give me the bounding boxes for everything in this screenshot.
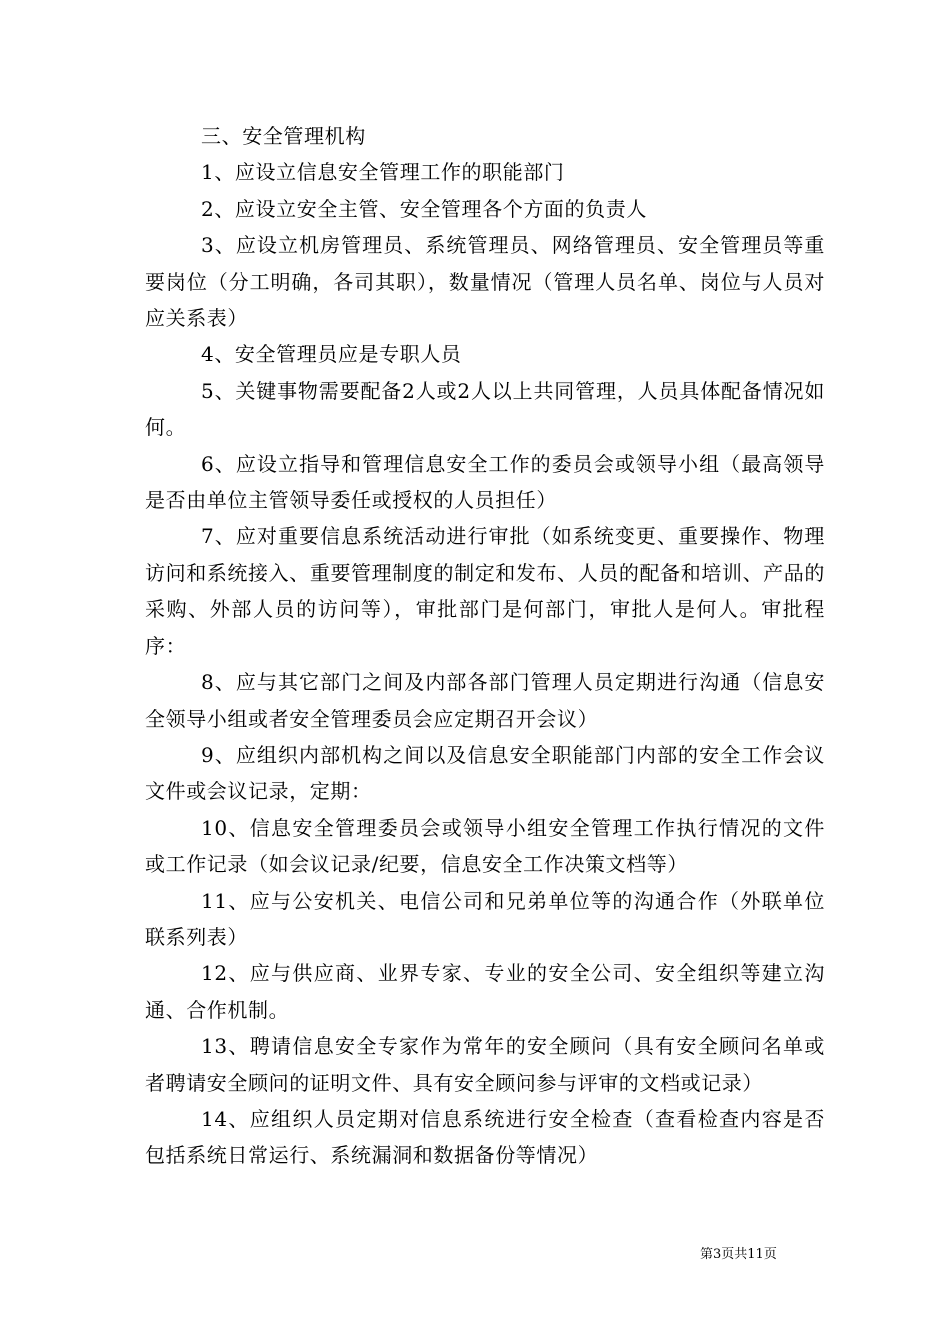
document-body: [145, 118, 825, 1174]
section-heading: 三、安全管理机构: [201, 124, 366, 148]
list-item: 10、信息安全管理委员会或领导小组安全管理工作执行情况的文件或工作记录（如会议记录/纪要，信息安全工作决策文档等）: [145, 815, 825, 877]
list-item: 4、安全管理员应是专职人员: [201, 342, 462, 367]
list-item: 14、应组织人员定期对信息系统进行安全检查（查看检查内容是否包括系统日常运行、系统漏洞和数据备份等情况）: [145, 1106, 825, 1168]
list-item: 12、应与供应商、业界专家、专业的安全公司、安全组织等建立沟通、合作机制。: [145, 961, 825, 1022]
list-item: 8、应与其它部门之间及内部各部门管理人员定期进行沟通（信息安全领导小组或者安全管理委员会应定期召开会议）: [145, 670, 825, 731]
page-number-footer: 第3页共11页: [700, 1247, 777, 1262]
list-item: 7、应对重要信息系统活动进行审批（如系统变更、重要操作、物理访问和系统接入、重要管理制度的制定和发布、人员的配备和培训、产品的采购、外部人员的访问等），审批部门是何部门，审批人是何人。审批程序：: [145, 524, 825, 658]
list-item: 6、应设立指导和管理信息安全工作的委员会或领导小组（最高领导是否由单位主管领导委任或授权的人员担任）: [145, 451, 825, 513]
list-item: 13、聘请信息安全专家作为常年的安全顾问（具有安全顾问名单或者聘请安全顾问的证明文件、具有安全顾问参与评审的文档或记录）: [145, 1034, 825, 1095]
list-item: 5、关键事物需要配备2人或2人以上共同管理，人员具体配备情况如何。: [145, 378, 825, 440]
list-item: 11、应与公安机关、电信公司和兄弟单位等的沟通合作（外联单位联系列表）: [145, 888, 825, 949]
list-item: 2、应设立安全主管、安全管理各个方面的负责人: [201, 196, 647, 221]
list-item: 3、应设立机房管理员、系统管理员、网络管理员、安全管理员等重要岗位（分工明确，各司其职），数量情况（管理人员名单、岗位与人员对应关系表）: [145, 233, 825, 331]
list-item: 9、应组织内部机构之间以及信息安全职能部门内部的安全工作会议文件或会议记录，定期：: [145, 742, 825, 804]
list-item: 1、应设立信息安全管理工作的职能部门: [201, 160, 565, 185]
